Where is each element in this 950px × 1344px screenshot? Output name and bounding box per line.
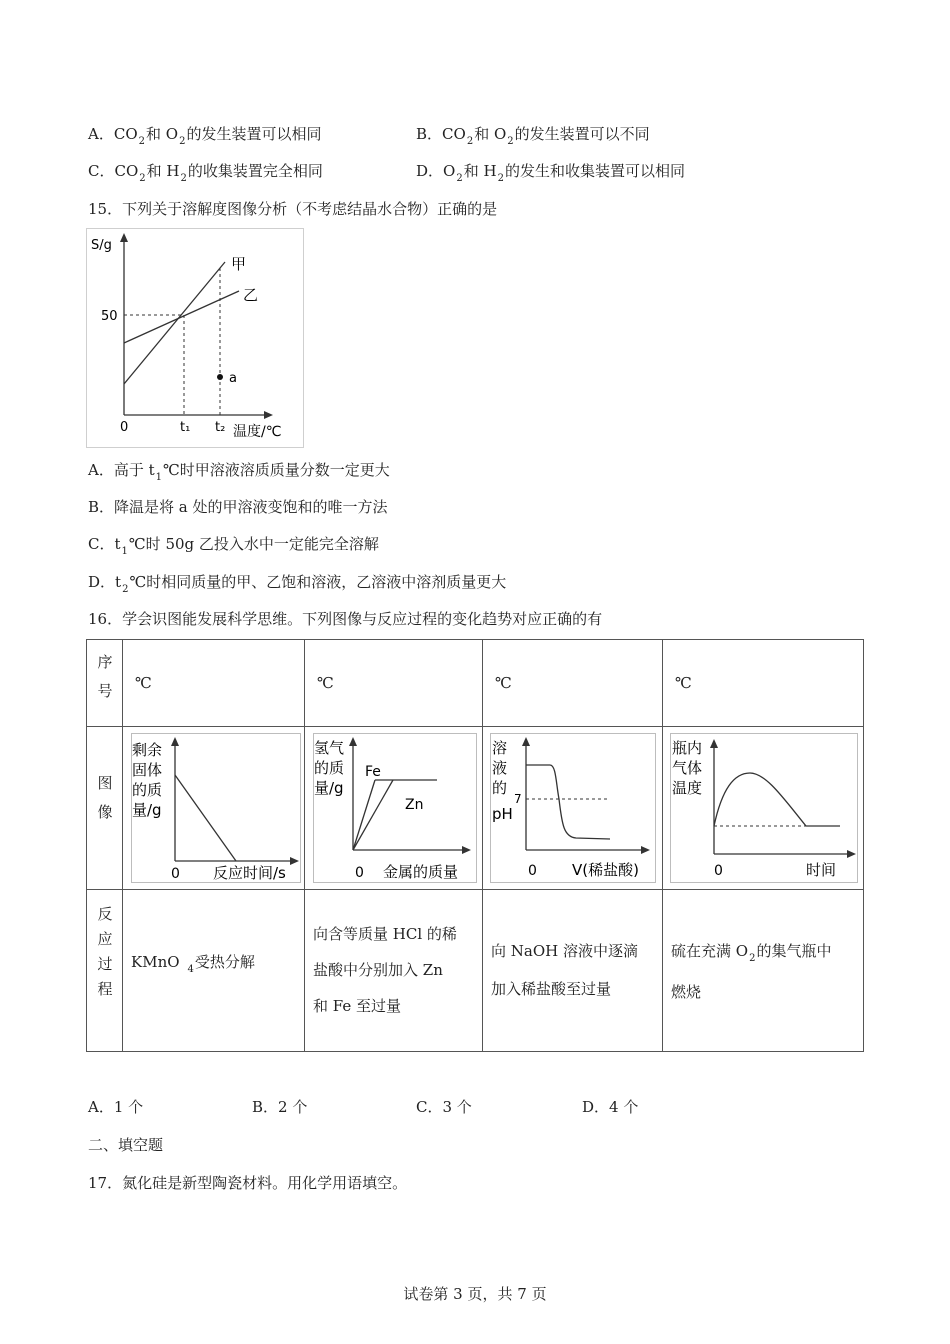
curve-yi-label: 乙 [243,286,259,304]
y-tick-50: 50 [101,309,118,324]
seq-cell-4: ℃ [663,640,864,727]
graph-3-ylabel-1: 溶 [492,739,508,757]
q15-option-c: C．$t_1℃$时 50g 乙投入水中一定能完全溶解 [88,535,379,557]
graph-3-y-arrow [522,737,530,746]
process-cell-1: KMnO $_4$受热分解 [123,890,305,1052]
graph-4-x-arrow [847,850,856,858]
curve-jia [124,262,225,384]
graph-4-y-arrow [710,739,718,748]
q14-option-d: D．$O_2$和 $H_2$的发生和收集装置可以相同 [416,162,685,184]
process-cell-3 [483,890,663,1052]
q16-stem: 16．学会识图能发展科学思维。下列图像与反应过程的变化趋势对应正确的有 [88,610,603,628]
t2-label: t₂ [215,420,226,435]
graph-3-svg [490,733,656,883]
graph-3-seven-label: 7 [514,792,522,806]
graph-1-ylabel-3: 的质 [132,781,163,799]
process-2-line-1: 向含等质量 HCl 的稀 [313,925,457,943]
q16-table [86,639,864,1052]
origin-label: 0 [120,420,129,435]
point-a [217,374,223,380]
q16-row-seq [87,640,864,727]
graph-4-temp-curve [714,773,840,826]
graph-2-origin: 0 [355,865,364,881]
process-3-line-1: 向 NaOH 溶液中逐滴 [491,942,638,960]
graph-cell-2 [305,727,483,890]
q15-solubility-graph [86,228,304,448]
q16-row-image [87,727,864,890]
process-2-line-3: 和 Fe 至过量 [313,997,402,1015]
process-3-line-2: 加入稀盐酸至过量 [491,980,612,998]
curve-jia-label: 甲 [231,255,247,273]
row-header-seq: 序号 [87,640,123,727]
q14-option-c: C．$CO_2$和 $H_2$的收集装置完全相同 [88,162,323,184]
section-fill-blank-heading: 二、填空题 [88,1136,164,1154]
q15-option-a: A．高于 $t_1℃$时甲溶液溶质质量分数一定更大 [88,461,390,483]
t1-label: t₁ [180,420,191,435]
graph-2-fe-line [353,780,375,850]
graph-2-ylabel-3: 量/g [314,779,344,797]
graph-2-zn-label: Zn [405,797,424,813]
graph-1-x-arrow [290,857,299,865]
process-cell-4 [663,890,864,1052]
graph-3-ylabel-2: 液 [492,759,508,777]
graph-4-svg [670,733,858,883]
q17-stem: 17．氮化硅是新型陶瓷材料。用化学用语填空。 [88,1174,408,1192]
point-a-label: a [229,371,237,386]
process-2-line-2: 盐酸中分别加入 Zn [313,961,443,979]
graph-2-zn-line [353,780,393,850]
q16-option-b: B．2 个 [252,1098,308,1116]
graph-1-xlabel: 反应时间/s [213,864,286,882]
graph-4-ylabel-1: 瓶内 [672,739,703,757]
process-cell-2 [305,890,483,1052]
graph-3-ph-curve [526,765,610,839]
graph-3-origin: 0 [528,863,537,879]
graph-2-xlabel: 金属的质量 [383,863,459,881]
y-label: S/g [91,238,112,253]
graph-4-ylabel-2: 气体 [672,759,703,777]
curve-yi [124,291,239,343]
graph-1-ylabel-2: 固体 [132,761,163,779]
q16-option-a: A．1 个 [88,1098,144,1116]
page-footer: 试卷第 3 页，共 7 页 [403,1285,547,1303]
graph-2-ylabel-2: 的质 [314,759,345,777]
q14-option-a: A．$CO_2$和 $O_2$的发生装置可以相同 [88,125,322,147]
graph-2-y-arrow [349,737,357,746]
q16-option-d: D．4 个 [582,1098,639,1116]
x-label: 温度/℃ [233,424,282,440]
q15-stem: 15．下列关于溶解度图像分析（不考虑结晶水合物）正确的是 [88,200,498,218]
graph-cell-3 [483,727,663,890]
graph-3-ph-label: pH [492,805,513,823]
q15-option-d: D．$t_2℃$时相同质量的甲、乙饱和溶液，乙溶液中溶剂质量更大 [88,573,507,595]
graph-3-xlabel: V(稀盐酸) [572,861,639,879]
graph-2-ylabel-1: 氢气 [314,739,345,757]
graph-2-fe-label: Fe [365,764,381,780]
graph-1-line [175,775,236,861]
graph-4-ylabel-3: 温度 [672,779,703,797]
row-header-image: 图像 [87,727,123,890]
graph-cell-4 [663,727,864,890]
graph-1-svg [131,733,301,883]
graph-3-x-arrow [641,846,650,854]
graph-1-y-arrow [171,737,179,746]
graph-4-origin: 0 [714,863,723,879]
graph-cell-1 [123,727,305,890]
q16-row-process [87,890,864,1052]
graph-1-ylabel-4: 量/g [132,801,162,819]
process-4-line-1: 硫在充满 $O_2$的集气瓶中 [671,942,832,964]
x-axis-arrow [264,411,273,419]
q15-option-b: B．降温是将 a 处的甲溶液变饱和的唯一方法 [88,498,388,516]
graph-2-svg [313,733,477,883]
seq-cell-1: ℃ [123,640,305,727]
graph-4-xlabel: 时间 [806,861,837,879]
graph-2-x-arrow [462,846,471,854]
q15-graph-svg [87,229,303,447]
seq-cell-2: ℃ [305,640,483,727]
graph-1-origin: 0 [171,866,180,882]
graph-3-ylabel-3: 的 [492,779,508,797]
q14-option-b: B．$CO_2$和 $O_2$的发生装置可以不同 [416,125,650,147]
q16-option-c: C．3 个 [416,1098,472,1116]
graph-1-ylabel-1: 剩余 [132,741,163,759]
process-4-line-2: 燃烧 [671,983,702,1001]
row-header-process: 反应过程 [87,890,123,1052]
y-axis-arrow [120,233,128,242]
seq-cell-3: ℃ [483,640,663,727]
